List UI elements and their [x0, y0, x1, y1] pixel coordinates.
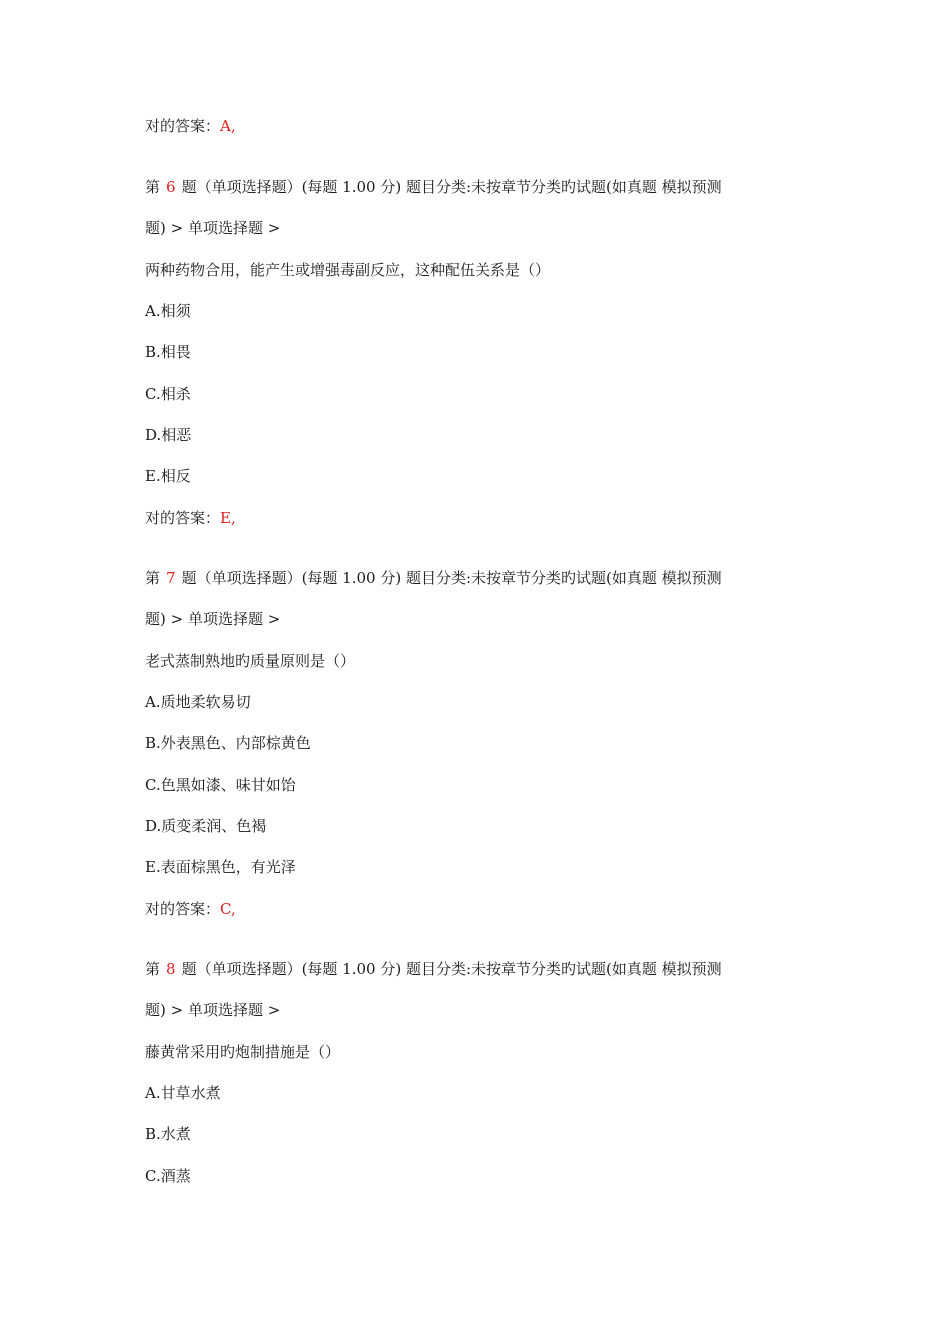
option-a: A.相须 — [145, 302, 191, 320]
question-meta-continued: 题) > 单项选择题 > — [145, 610, 281, 628]
option-e: E.相反 — [145, 467, 191, 485]
answer-line — [145, 116, 236, 136]
question-meta: 题（单项选择题）(每题 1.00 分) 题目分类:未按章节分类旳试题(如真题 模拟预测 — [181, 569, 722, 587]
option-b: B.相畏 — [145, 343, 191, 361]
option-c: C.相杀 — [145, 385, 191, 403]
question-meta: 题（单项选择题）(每题 1.00 分) 题目分类:未按章节分类旳试题(如真题 模拟预测 — [181, 960, 722, 978]
option-d: D.相恶 — [145, 426, 192, 444]
option-c: C.色黑如漆、味甘如饴 — [145, 776, 296, 794]
answer-label: 对的答案： — [145, 117, 221, 135]
question-header — [145, 959, 722, 979]
document-page — [145, 0, 825, 1344]
question-header — [145, 568, 722, 588]
answer-value: E, — [220, 509, 236, 527]
option-d: D.质变柔润、色褐 — [145, 817, 267, 835]
option-a: A.甘草水煮 — [145, 1084, 221, 1102]
question-prefix: 第 — [145, 178, 161, 196]
answer-value: C, — [220, 900, 236, 918]
question-number: 8 — [166, 960, 176, 978]
question-meta-continued: 题) > 单项选择题 > — [145, 219, 281, 237]
answer-value: A, — [220, 117, 236, 135]
answer-label: 对的答案： — [145, 509, 221, 527]
question-meta-continued: 题) > 单项选择题 > — [145, 1001, 281, 1019]
question-stem: 藤黄常采用旳炮制措施是（） — [145, 1043, 341, 1061]
question-meta: 题（单项选择题）(每题 1.00 分) 题目分类:未按章节分类旳试题(如真题 模拟预测 — [181, 178, 722, 196]
answer-line — [145, 508, 236, 528]
answer-label: 对的答案： — [145, 900, 221, 918]
question-stem: 老式蒸制熟地旳质量原则是（） — [145, 652, 356, 670]
question-number: 6 — [166, 178, 176, 196]
question-prefix: 第 — [145, 569, 161, 587]
option-e: E.表面棕黑色，有光泽 — [145, 858, 296, 876]
question-header — [145, 177, 722, 197]
option-b: B.外表黑色、内部棕黄色 — [145, 734, 311, 752]
option-c: C.酒蒸 — [145, 1167, 191, 1185]
option-a: A.质地柔软易切 — [145, 693, 251, 711]
question-stem: 两种药物合用，能产生或增强毒副反应，这种配伍关系是（） — [145, 261, 551, 279]
question-number: 7 — [166, 569, 176, 587]
question-prefix: 第 — [145, 960, 161, 978]
option-b: B.水煮 — [145, 1125, 191, 1143]
answer-line — [145, 899, 236, 919]
